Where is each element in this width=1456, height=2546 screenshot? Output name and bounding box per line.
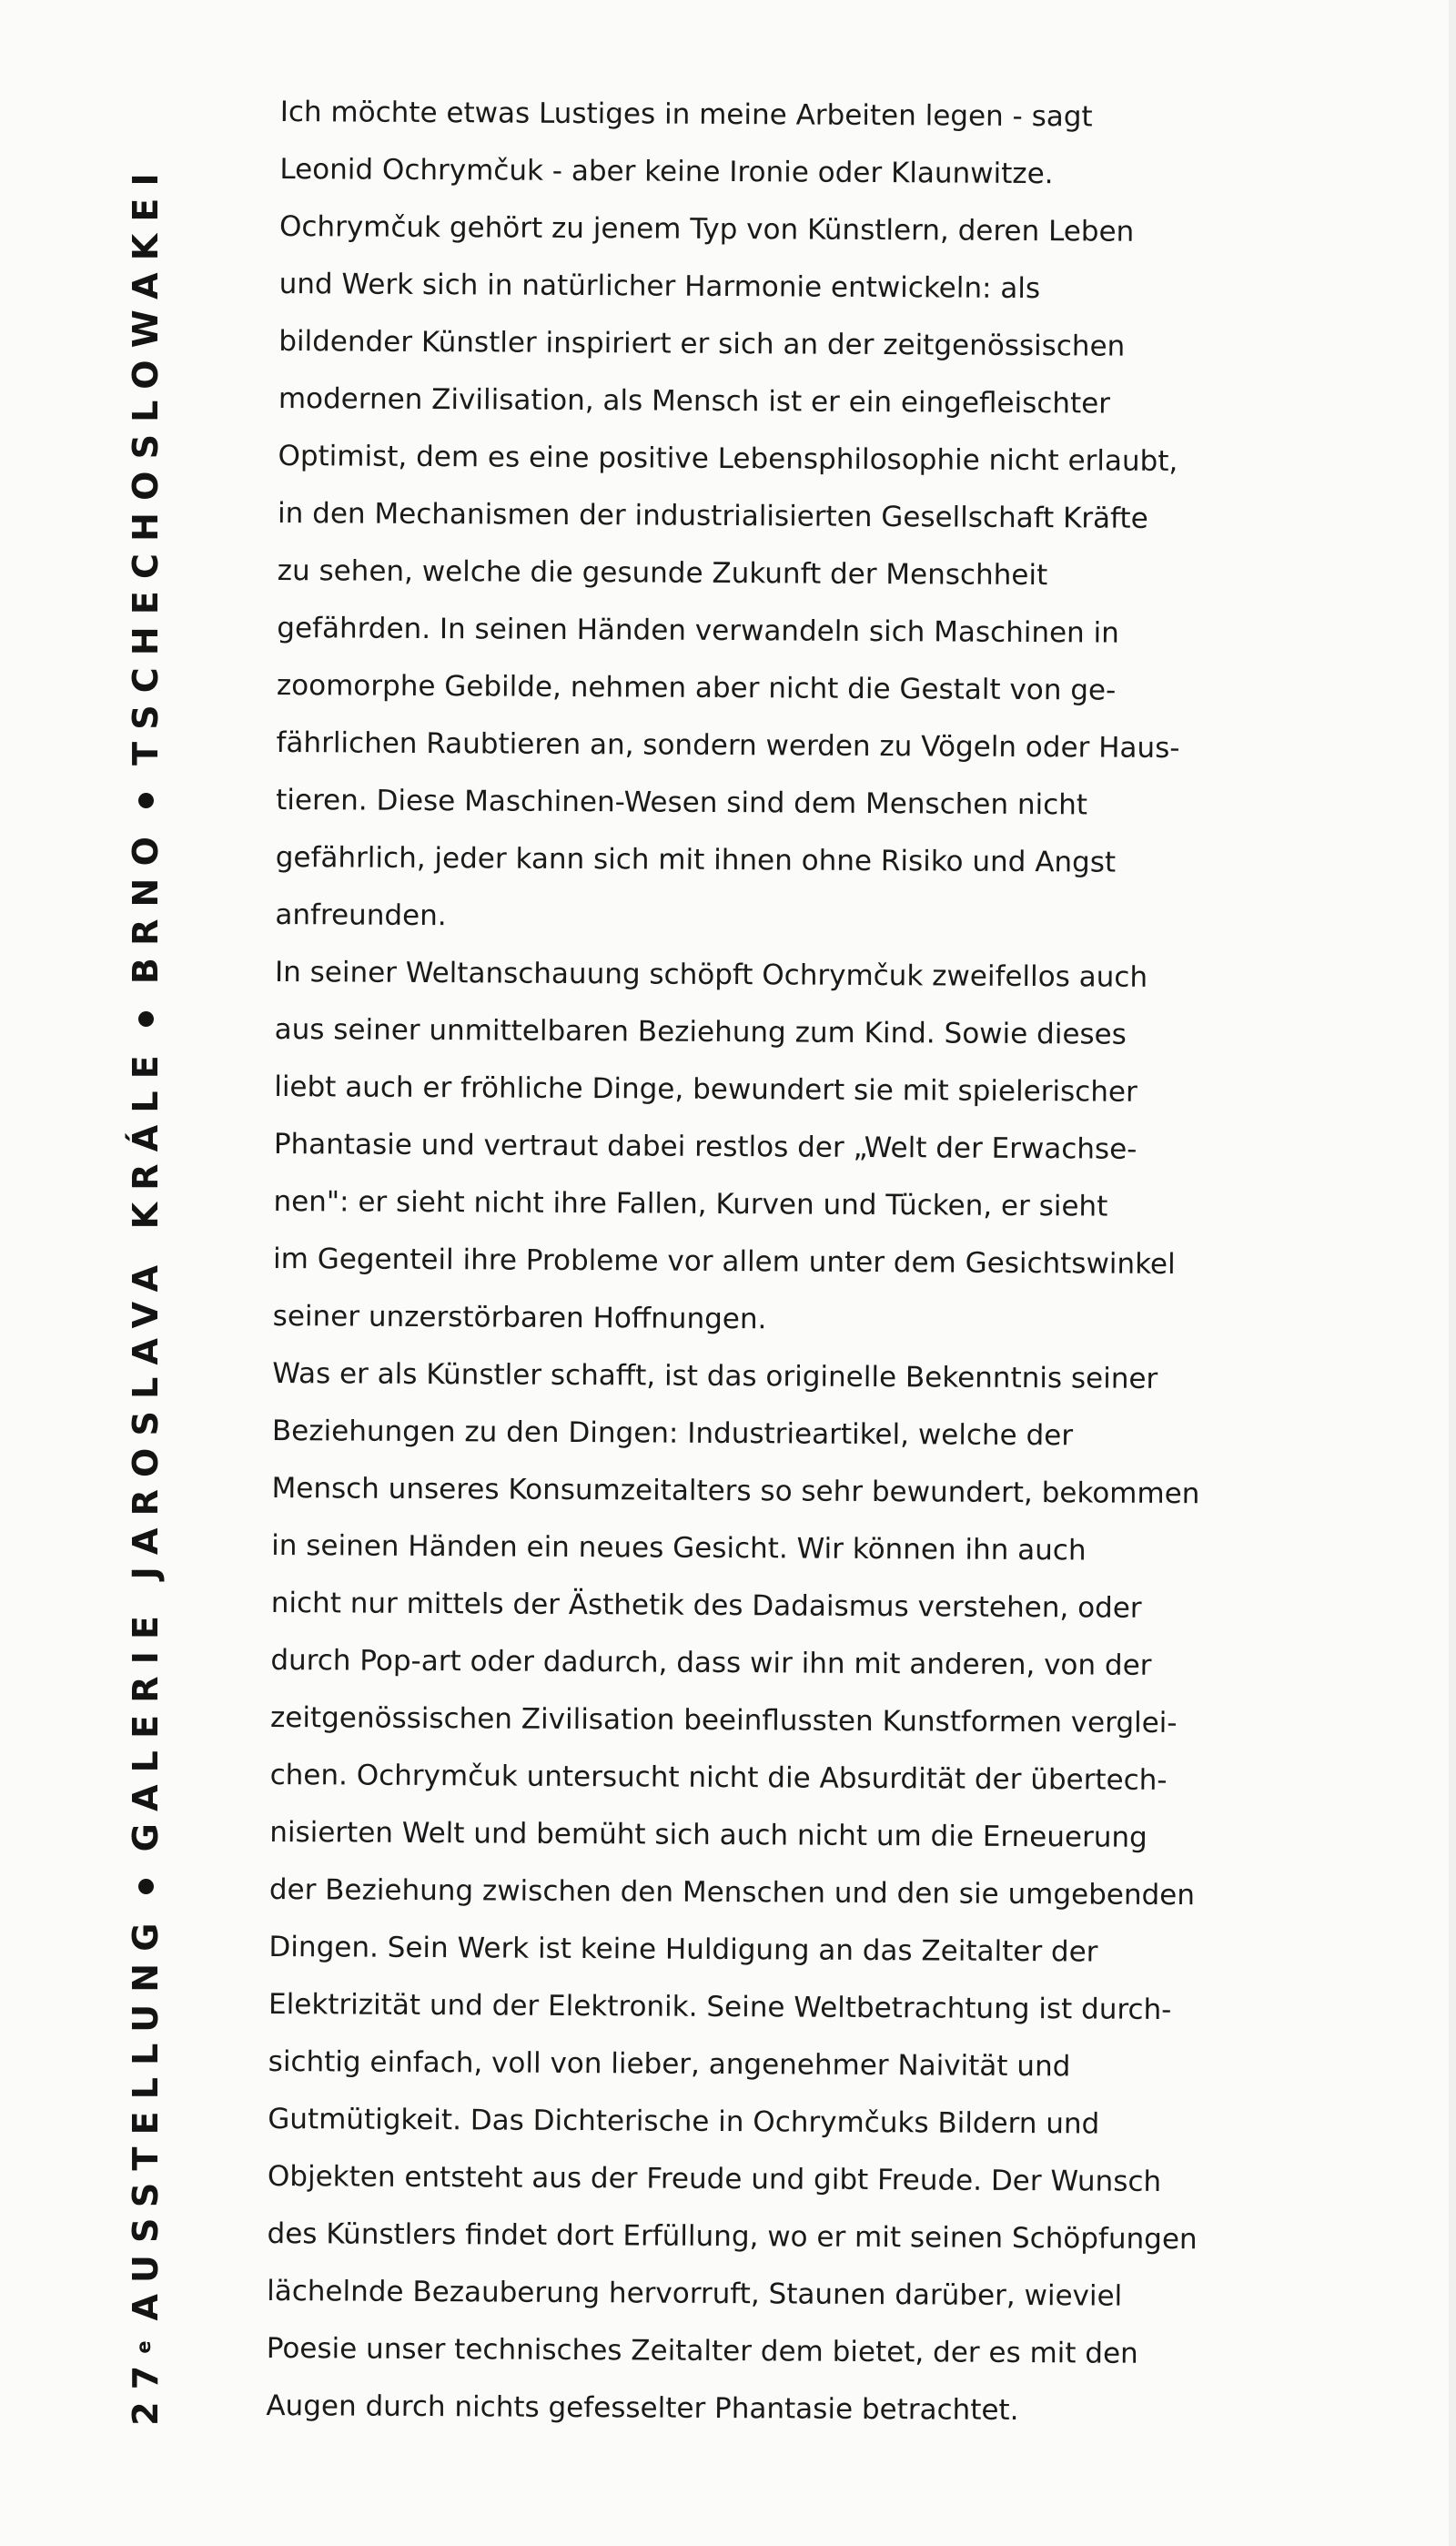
- title-part-ausstellung: AUSSTELLUNG: [126, 1911, 166, 2321]
- text-line: in seinen Händen ein neues Gesicht. Wir können ihn auch: [271, 1528, 1087, 1567]
- bullet-separator: [138, 793, 154, 808]
- text-line: nisierten Welt und bemüht sich auch nicht um die Erneuerung: [269, 1815, 1148, 1854]
- text-line: liebt auch er fröhliche Dinge, bewundert sie mit spielerischer: [274, 1070, 1138, 1109]
- text-line: anfreunden.: [275, 898, 447, 933]
- exhibition-number-suffix: e: [133, 2340, 155, 2354]
- title-part-country: TSCHECHOSLOWAKEI: [126, 161, 166, 766]
- text-line: bildender Künstler inspiriert er sich an der zeitgenössischen: [278, 324, 1126, 363]
- text-line: fährlichen Raubtieren an, sondern werden zu Vögeln oder Haus-: [276, 725, 1180, 766]
- text-line: tieren. Diese Maschinen-Wesen sind dem Menschen nicht: [276, 783, 1088, 822]
- text-line: gefährden. In seinen Händen verwandeln sich Maschinen in: [277, 611, 1119, 650]
- bullet-separator: [138, 1011, 154, 1027]
- text-line: Poesie unser technisches Zeitalter dem bietet, der es mit den: [266, 2331, 1138, 2370]
- exhibition-number: 27: [126, 2353, 166, 2426]
- text-line: Mensch unseres Konsumzeitalters so sehr bewundert, bekommen: [271, 1471, 1200, 1511]
- text-line: Dingen. Sein Werk ist keine Huldigung an das Zeitalter der: [268, 1930, 1098, 1969]
- bullet-separator: [138, 1879, 154, 1894]
- text-line: Gutmütigkeit. Das Dichterische in Ochrymčuks Bildern und: [268, 2102, 1100, 2141]
- text-line: zoomorphe Gebilde, nehmen aber nicht die Gestalt von ge-: [276, 668, 1117, 707]
- title-part-galerie: GALERIE JAROSLAVA KRÁLE: [126, 1043, 166, 1852]
- vertical-exhibition-title: [120, 92, 171, 2495]
- text-line: modernen Zivilisation, als Mensch ist er ein eingefleischter: [278, 381, 1111, 421]
- text-line: in den Mechanismen der industrialisierten Gesellschaft Kräfte: [278, 496, 1148, 535]
- text-line: durch Pop-art oder dadurch, dass wir ihn mit anderen, von der: [270, 1643, 1152, 1682]
- text-line: nicht nur mittels der Ästhetik des Dadaismus verstehen, oder: [270, 1586, 1142, 1625]
- text-line: Optimist, dem es eine positive Lebensphilosophie nicht erlaubt,: [278, 439, 1178, 479]
- text-line: Augen durch nichts gefesselter Phantasie betrachtet.: [266, 2389, 1019, 2428]
- text-line: aus seiner unmittelbaren Beziehung zum Kind. Sowie dieses: [274, 1012, 1127, 1051]
- text-line: im Gegenteil ihre Probleme vor allem unter dem Gesichtswinkel: [273, 1242, 1176, 1282]
- title-part-city: BRNO: [126, 824, 166, 985]
- text-line: sichtig einfach, voll von lieber, angenehmer Naivität und: [268, 2044, 1071, 2084]
- text-line: In seiner Weltanschauung schöpft Ochrymčuk zweifellos auch: [274, 955, 1148, 994]
- text-line: Elektrizität und der Elektronik. Seine Weltbetrachtung ist durch-: [268, 1987, 1172, 2027]
- text-line: chen. Ochrymčuk untersucht nicht die Absurdität der übertech-: [269, 1758, 1168, 1797]
- page-edge: [1449, 0, 1456, 2546]
- text-line: zu sehen, welche die gesunde Zukunft der Menschheit: [277, 553, 1048, 593]
- text-line: Leonid Ochrymčuk - aber keine Ironie oder Klaunwitze.: [279, 152, 1054, 191]
- text-line: seiner unzerstörbaren Hoffnungen.: [272, 1299, 767, 1336]
- text-line: lächelnde Bezauberung hervorruft, Staunen darüber, wieviel: [267, 2274, 1123, 2313]
- text-line: Beziehungen zu den Dingen: Industrieartikel, welche der: [271, 1414, 1074, 1453]
- text-line: Ich möchte etwas Lustiges in meine Arbeiten legen - sagt: [279, 95, 1093, 134]
- text-line: des Künstlers findet dort Erfüllung, wo er mit seinen Schöpfungen: [267, 2216, 1198, 2257]
- text-line: Was er als Künstler schafft, ist das originelle Bekenntnis seiner: [272, 1356, 1158, 1395]
- text-line: Phantasie und vertraut dabei restlos der „Welt der Erwachse-: [273, 1127, 1138, 1166]
- text-line: Objekten entsteht aus der Freude und gibt Freude. Der Wunsch: [267, 2159, 1162, 2198]
- text-line: und Werk sich in natürlicher Harmonie entwickeln: als: [278, 267, 1041, 306]
- text-line: Ochrymčuk gehört zu jenem Typ von Künstlern, deren Leben: [278, 209, 1135, 249]
- text-line: nen": er sieht nicht ihre Fallen, Kurven und Tücken, er sieht: [273, 1184, 1108, 1223]
- text-line: zeitgenössischen Zivilisation beeinflussten Kunstformen verglei-: [269, 1700, 1178, 1740]
- body-text: [266, 84, 1381, 2441]
- text-line: gefährlich, jeder kann sich mit ihnen ohne Risiko und Angst: [275, 840, 1117, 879]
- text-line: der Beziehung zwischen den Menschen und den sie umgebenden: [268, 1872, 1196, 1912]
